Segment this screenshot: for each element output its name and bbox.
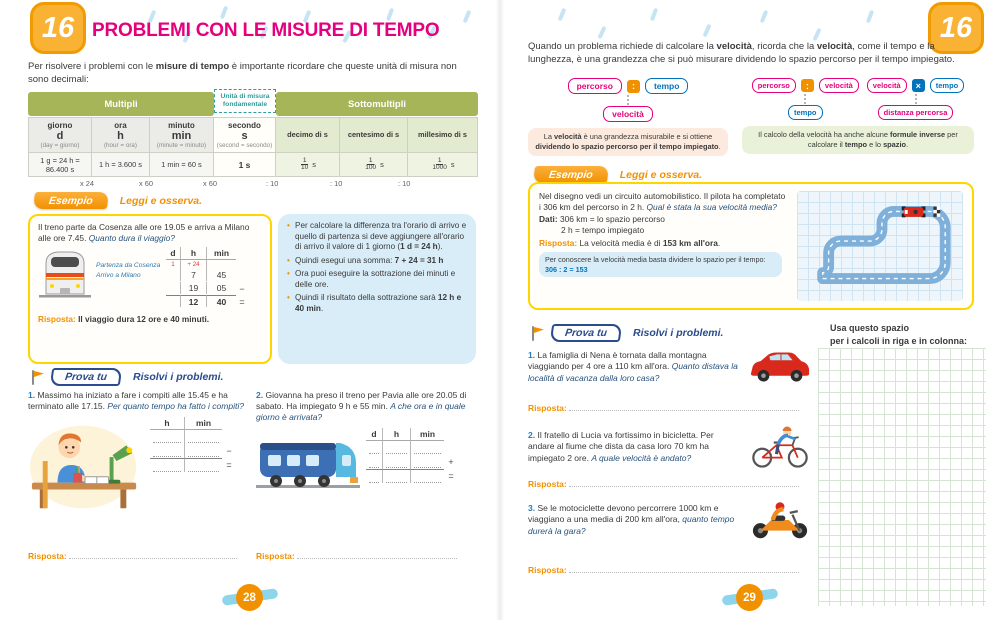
unit-giorno: [28, 117, 92, 153]
risposta-label: Risposta:: [528, 478, 567, 489]
problem-work-area: [28, 417, 252, 511]
unit-name: centesimo di s: [347, 129, 400, 139]
problem-question: quanto tempo durerà la gara?: [528, 514, 735, 536]
esempio-subtitle: Leggi e osserva.: [619, 168, 703, 181]
multipli-header: Multipli: [28, 92, 214, 116]
problem-1: [28, 390, 252, 562]
unit-name: giorno: [47, 120, 73, 130]
problem-number: 1.: [528, 350, 536, 361]
velocita-box: velocità: [603, 106, 653, 122]
write-in-cell[interactable]: [410, 469, 444, 483]
formula-row: [568, 78, 689, 94]
equals-operator: =: [448, 471, 454, 482]
divide-op: : 10: [266, 179, 279, 188]
problem2-calc-table: [366, 428, 458, 483]
train-side-illustration: [256, 428, 360, 494]
calc-cell-empty: [444, 428, 458, 441]
result-minutes: 40: [206, 295, 236, 307]
caption-bold: velocità: [554, 132, 582, 141]
connector-line: [915, 94, 917, 104]
formula-row: [752, 78, 859, 93]
calc-header-h: h: [382, 428, 410, 441]
problem-1: [528, 348, 812, 414]
problem-text: [528, 350, 742, 383]
calc-header-d: d: [166, 247, 180, 260]
problem-question: A che ora e in quale giorno è arrivata?: [256, 401, 466, 423]
example-question: Qual è stata la sua velocità media?: [646, 201, 777, 212]
write-in-cell[interactable]: [382, 469, 410, 483]
carry-digit: 1: [171, 260, 175, 268]
risposta-label: Risposta:: [528, 564, 567, 575]
problem-number: 1.: [28, 390, 36, 400]
problem-text: [28, 390, 252, 412]
result-hours: 12: [180, 295, 206, 307]
distanza-percorsa-box: distanza percorsa: [878, 105, 954, 120]
bullet-bold: 7 + 24 = 31 h: [394, 255, 444, 265]
unit-value-fraction: [408, 153, 478, 177]
example-statement-line: [539, 191, 789, 212]
write-in-cell[interactable]: [184, 458, 222, 472]
multiply-op: x 60: [139, 179, 153, 188]
formula-row: [867, 78, 964, 93]
intro-post: è importante ricordare che queste unità di misura non sono decimali:: [28, 61, 457, 86]
calc-cell-empty: [444, 441, 458, 454]
fraction: [299, 158, 310, 172]
esempio-section-header: [534, 166, 702, 183]
multiply-op: x 24: [80, 179, 94, 188]
calc-cell-empty: [236, 247, 248, 260]
unit-value: 1 s: [214, 153, 276, 177]
calc-space-note: [830, 322, 982, 347]
write-in-cell[interactable]: [150, 430, 184, 444]
esempio-badge: Esempio: [33, 192, 109, 209]
caption-segment: e lo: [867, 139, 884, 149]
prova-tu-subtitle: Risolvi i problemi.: [133, 371, 224, 383]
unit-symbol: d: [56, 129, 64, 142]
caption-segment: .: [906, 139, 909, 149]
unit-name: secondo: [228, 120, 261, 130]
explanation-list: [287, 221, 467, 314]
calc-cell-empty: [166, 282, 180, 294]
answer-write-line[interactable]: [569, 402, 799, 411]
write-in-cell[interactable]: [382, 441, 410, 455]
write-in-cell[interactable]: [184, 430, 222, 444]
percorso-box: percorso: [568, 78, 622, 94]
problem-statement: Se le motociclette devono percorrere 1000 km e viaggiano a una media di 200 km all'ora,: [528, 503, 719, 525]
answer-line: [28, 550, 237, 562]
write-in-cell[interactable]: [184, 444, 222, 458]
intro-segment: , ricorda che la: [751, 41, 817, 52]
risposta-label: Risposta:: [28, 550, 67, 561]
tempo-box: tempo: [930, 78, 965, 93]
risposta-label: Risposta:: [38, 313, 76, 324]
connector-line: [627, 95, 629, 105]
minus-operator: −: [226, 446, 232, 457]
calc-header-min: min: [206, 247, 236, 260]
calc-cell-empty: [206, 260, 236, 269]
hint-bold: 306 : 2 = 153: [545, 264, 588, 274]
unit-note: (day = giorno): [40, 142, 80, 150]
fraction-suffix: s: [380, 160, 384, 169]
caption-bold: formule inverse: [890, 130, 946, 139]
carry-add: + 24: [180, 260, 206, 269]
hint-note: [539, 252, 782, 277]
problem-row: [528, 424, 812, 470]
calc-cell-empty: [236, 269, 248, 282]
problem-number: 3.: [528, 503, 536, 514]
caption-segment: per calcolare il: [807, 130, 958, 149]
unit-value: 1 min = 60 s: [150, 153, 214, 177]
denominator: 10: [301, 164, 309, 171]
intro-text: [28, 60, 478, 87]
dato-line: [561, 225, 789, 236]
esempio-subtitle: Leggi e osserva.: [119, 194, 203, 207]
problem-text: [256, 390, 476, 423]
unit-decimo: [276, 117, 340, 153]
risposta-label: Risposta:: [256, 550, 295, 561]
esempio-section-header: [34, 192, 202, 209]
unit-ora: [92, 117, 150, 153]
intro-segment: , come il tempo e la lunghezza, è una grandezza che si può misurare dividendo lo spazio percorso per il tempo impiegato.: [528, 41, 955, 66]
answer-write-line[interactable]: [569, 564, 799, 573]
plus-operator: +: [448, 457, 454, 468]
caption-segment: .: [718, 141, 721, 151]
pennant-flag-icon: [30, 369, 45, 386]
cyclist-illustration: [748, 424, 812, 470]
bullet-bold: 1 d = 24 h: [400, 242, 438, 251]
bullet-text: Ora puoi eseguire la sottrazione dei minuti e delle ore.: [295, 269, 456, 289]
formula-result-row: [603, 106, 653, 122]
tempo-box: tempo: [788, 105, 823, 120]
intro-pre: Per risolvere i problemi con le: [28, 61, 156, 72]
distanza-formula-column: [867, 78, 964, 120]
calc-space-line2: per i calcoli in riga e in colonna:: [830, 335, 968, 346]
divide-operator-icon: :: [627, 80, 640, 93]
page-fold: [496, 0, 504, 620]
explanation-bullet: [287, 221, 467, 253]
calc-header-h: h: [150, 417, 184, 430]
minus-operator: −: [239, 283, 245, 294]
fraction: [430, 158, 448, 172]
example-text: [38, 222, 262, 244]
unit-centesimo: [340, 117, 408, 153]
answer-line: [528, 402, 799, 414]
calc-header-min: min: [184, 417, 222, 430]
formula-caption: [742, 126, 974, 154]
departure-hours: 19: [180, 282, 206, 294]
intro-bold: velocità: [716, 41, 752, 52]
example-statement: Il treno parte da Cosenza alle ore 19.05 e arriva a Milano alle ore 7.45.: [38, 222, 250, 243]
calc-cell-empty: [166, 295, 180, 307]
risposta-label: Risposta:: [528, 402, 567, 413]
multiply-operator-icon: ×: [912, 79, 925, 92]
risposta-bold: 153 km all'ora: [662, 237, 718, 248]
problem-question: Quanto distava la località di vacanza dalla loro casa?: [528, 361, 738, 383]
answer-line: [528, 478, 799, 490]
caption-bold: tempo: [844, 139, 868, 149]
problem-statement: Massimo ha iniziato a fare i compiti alle 15.45 e ha terminato alle 17.15.: [28, 390, 228, 412]
bullet-text: Quindi il risultato della sottrazione sarà: [295, 293, 438, 302]
lesson-number-badge: 16: [928, 2, 984, 54]
numerator: 1: [437, 156, 442, 164]
write-in-cell[interactable]: [150, 458, 184, 472]
units-value-row: [28, 153, 478, 177]
answer-write-line[interactable]: [569, 478, 799, 487]
prova-tu-section-header: [530, 324, 723, 342]
pennant-flag-icon: [530, 325, 545, 342]
answer-write-line[interactable]: [69, 550, 237, 559]
boy-homework-illustration: [28, 417, 144, 511]
problem-row: [528, 348, 812, 386]
unit-value: 1 g = 24 h = 86.400 s: [28, 153, 92, 177]
prova-tu-section-header: [30, 368, 223, 386]
caption-bold: spazio: [883, 139, 907, 149]
units-name-row: [28, 117, 478, 153]
bullet-text: Quindi esegui una somma:: [295, 255, 395, 265]
fraction-suffix: s: [312, 160, 316, 169]
motorcycle-illustration: [748, 498, 812, 542]
denominator: 1000: [432, 164, 447, 171]
page-number: 28: [236, 584, 263, 611]
divide-op: : 10: [398, 179, 411, 188]
unit-secondo: [214, 117, 276, 153]
answer-write-line[interactable]: [297, 550, 457, 559]
bullet-bold: 12 h e 40 min: [295, 293, 462, 313]
explanation-box: [278, 214, 476, 364]
formula-caption: [528, 128, 728, 156]
train-front-illustration: [38, 247, 92, 301]
velocita-box: velocità: [867, 78, 907, 93]
caption-bold: dividendo lo spazio percorso per il tempo impiegato: [535, 141, 719, 151]
multiply-op: x 60: [203, 179, 217, 188]
percorso-box: percorso: [752, 78, 796, 93]
example-box: [528, 182, 974, 310]
prova-tu-badge: Prova tu: [50, 368, 123, 386]
example-statement: Nel disegno vedi un circuito automobilistico. Il pilota ha completato i 306 km del percorso in 2 h.: [539, 191, 786, 212]
bullet-text: Per calcolare la differenza tra l'orario di arrivo e quello di partenza si deve aggiungere all'orario di arrivo il valore di 1 giorno (: [295, 221, 467, 251]
unit-name: decimo di s: [287, 129, 328, 139]
problem1-calc-table: [150, 417, 236, 472]
unit-value-fraction: [340, 153, 408, 177]
problem-work-area: [256, 428, 476, 494]
dato-1: 306 km = lo spazio percorso: [559, 214, 665, 225]
problem-number: 2.: [528, 430, 536, 441]
page-number: 29: [736, 584, 763, 611]
example-text: [539, 191, 789, 301]
problem-2: [528, 424, 812, 490]
unit-value-fraction: [276, 153, 340, 177]
right-page: [500, 0, 1000, 620]
journey-labels: [96, 247, 162, 281]
arrival-minutes: 45: [206, 269, 236, 281]
risposta-label: Risposta:: [539, 237, 578, 248]
calc-cell-empty: [222, 417, 236, 430]
problem-3: [528, 498, 812, 576]
problem-text: [528, 430, 742, 463]
write-in-cell[interactable]: [150, 444, 184, 458]
example-box: [28, 214, 272, 364]
unit-name: ora: [114, 120, 127, 130]
unit-symbol: s: [241, 129, 248, 142]
velocity-formula-diagram: [528, 78, 728, 156]
unit-name: millesimo di s: [418, 129, 467, 139]
explanation-bullet: [287, 256, 467, 267]
problem-statement: Il fratello di Lucia va fortissimo in bicicletta. Per andare al fiume che dista da casa loro 70 km ha impiegato 2 ore.: [528, 430, 714, 463]
grid-paper-calc-area[interactable]: [818, 348, 986, 606]
inverse-formula-columns: [752, 78, 964, 120]
unit-name: minuto: [168, 120, 195, 130]
write-in-cell[interactable]: [366, 441, 382, 455]
connector-line: [804, 94, 806, 104]
write-in-cell[interactable]: [410, 455, 444, 469]
intro-bold: misure di tempo: [155, 61, 230, 72]
unit-millesimo: [408, 117, 478, 153]
problem-question: Per quanto tempo ha fatto i compiti?: [107, 401, 244, 412]
unit-value: 1 h = 3.600 s: [92, 153, 150, 177]
problem-2: [256, 390, 476, 562]
unit-symbol: min: [171, 129, 192, 142]
denominator: 100: [365, 164, 377, 171]
answer-line: [528, 564, 799, 576]
calc-cell-empty: [166, 269, 180, 281]
lesson-number-badge: 16: [30, 2, 86, 54]
dati-label: Dati:: [539, 214, 558, 225]
example-calc-table: [166, 247, 248, 308]
dato-2: 2 h = tempo impiegato: [561, 225, 645, 236]
prova-tu-subtitle: Risolvi i problemi.: [633, 327, 724, 339]
divide-op: : 10: [330, 179, 343, 188]
problem-text: [528, 503, 742, 536]
problem-statement: Giovanna ha preso il treno per Pavia alle ore 20.05 di sabato. Ha impiegato 9 h e 55 min.: [256, 390, 467, 412]
write-in-cell[interactable]: [366, 469, 382, 483]
label-arrivo: Arrivo a Milano: [96, 271, 141, 279]
time-units-table: [28, 92, 478, 191]
hint-text: Per conoscere la velocità media basta dividere lo spazio per il tempo:: [545, 255, 766, 265]
explanation-bullet: [287, 269, 467, 290]
calc-space-line1: Usa questo spazio: [830, 323, 910, 333]
unit-note: (hour = ora): [103, 142, 138, 150]
prova-tu-badge: Prova tu: [550, 324, 623, 342]
example-question: Quanto dura il viaggio?: [88, 232, 175, 243]
inverse-formulas-diagram: [742, 78, 974, 156]
departure-minutes: 05: [206, 282, 236, 294]
units-operators-row: [28, 177, 478, 191]
bullet-text: .: [320, 303, 324, 313]
risposta-text: La velocità media è di: [579, 237, 663, 248]
page-title: PROBLEMI CON LE MISURE DI TEMPO: [92, 20, 440, 41]
velocita-box: velocità: [819, 78, 859, 93]
equals-operator: =: [239, 296, 245, 307]
caption-segment: La: [543, 132, 555, 141]
label-partenza: Partenza da Cosenza: [96, 261, 161, 269]
formula-result-row: [878, 105, 954, 120]
fondamentale-header: Unità di misura fondamentale: [214, 89, 276, 113]
calc-header-h: h: [180, 247, 206, 260]
arrival-hours: 7: [180, 269, 206, 281]
unit-symbol: h: [117, 129, 124, 142]
answer-line: [256, 550, 457, 562]
problem-statement: La famiglia di Nena è tornata dalla montagna viaggiando per 4 ore a 110 km all'ora.: [528, 350, 707, 372]
problem-number: 2.: [256, 390, 264, 400]
fraction-suffix: s: [450, 160, 455, 169]
divide-operator-icon: :: [801, 79, 814, 92]
units-table-header: [28, 92, 478, 116]
numerator: 1: [302, 156, 307, 164]
example-work-area: [38, 247, 262, 307]
explanation-bullet: [287, 293, 467, 314]
problem-question: A quale velocità è andato?: [591, 452, 692, 463]
numerator: 1: [368, 156, 373, 164]
calc-header-d: d: [366, 428, 382, 441]
tempo-box: tempo: [645, 78, 689, 94]
formula-diagrams: [528, 78, 974, 156]
dati-line: [539, 214, 789, 225]
risposta-text: Il viaggio dura 12 ore e 40 minuti.: [78, 313, 210, 324]
calc-cell-empty: [222, 430, 236, 443]
unit-note: (second = secondo): [216, 142, 273, 150]
unit-note: (minute = minuto): [156, 142, 207, 150]
caption-segment: è una grandezza misurabile e si ottiene: [581, 132, 713, 141]
bullet-text: ).: [437, 242, 443, 251]
equals-operator: =: [226, 460, 232, 471]
write-in-cell[interactable]: [410, 441, 444, 455]
car-illustration: [748, 348, 812, 386]
calc-header-min: min: [410, 428, 444, 441]
problem-row: [528, 498, 812, 542]
unit-minuto: [150, 117, 214, 153]
example-answer: [38, 314, 262, 324]
intro-bold: velocità: [816, 41, 853, 52]
calc-cell-empty: [236, 260, 248, 269]
tempo-formula-column: [752, 78, 859, 120]
intro-text: [528, 40, 974, 66]
write-in-cell[interactable]: [366, 455, 382, 469]
intro-segment: Quando un problema richiede di calcolare la: [528, 41, 717, 52]
esempio-badge: Esempio: [533, 166, 609, 183]
write-in-cell[interactable]: [382, 455, 410, 469]
race-circuit-illustration: [797, 191, 963, 301]
formula-result-row: [788, 105, 823, 120]
example-answer: [539, 238, 789, 249]
caption-segment: Il calcolo della velocità ha anche alcune: [758, 130, 891, 139]
sottomultipli-header: Sottomultipli: [276, 92, 478, 116]
fraction: [363, 158, 378, 172]
risposta-text: .: [717, 237, 721, 248]
